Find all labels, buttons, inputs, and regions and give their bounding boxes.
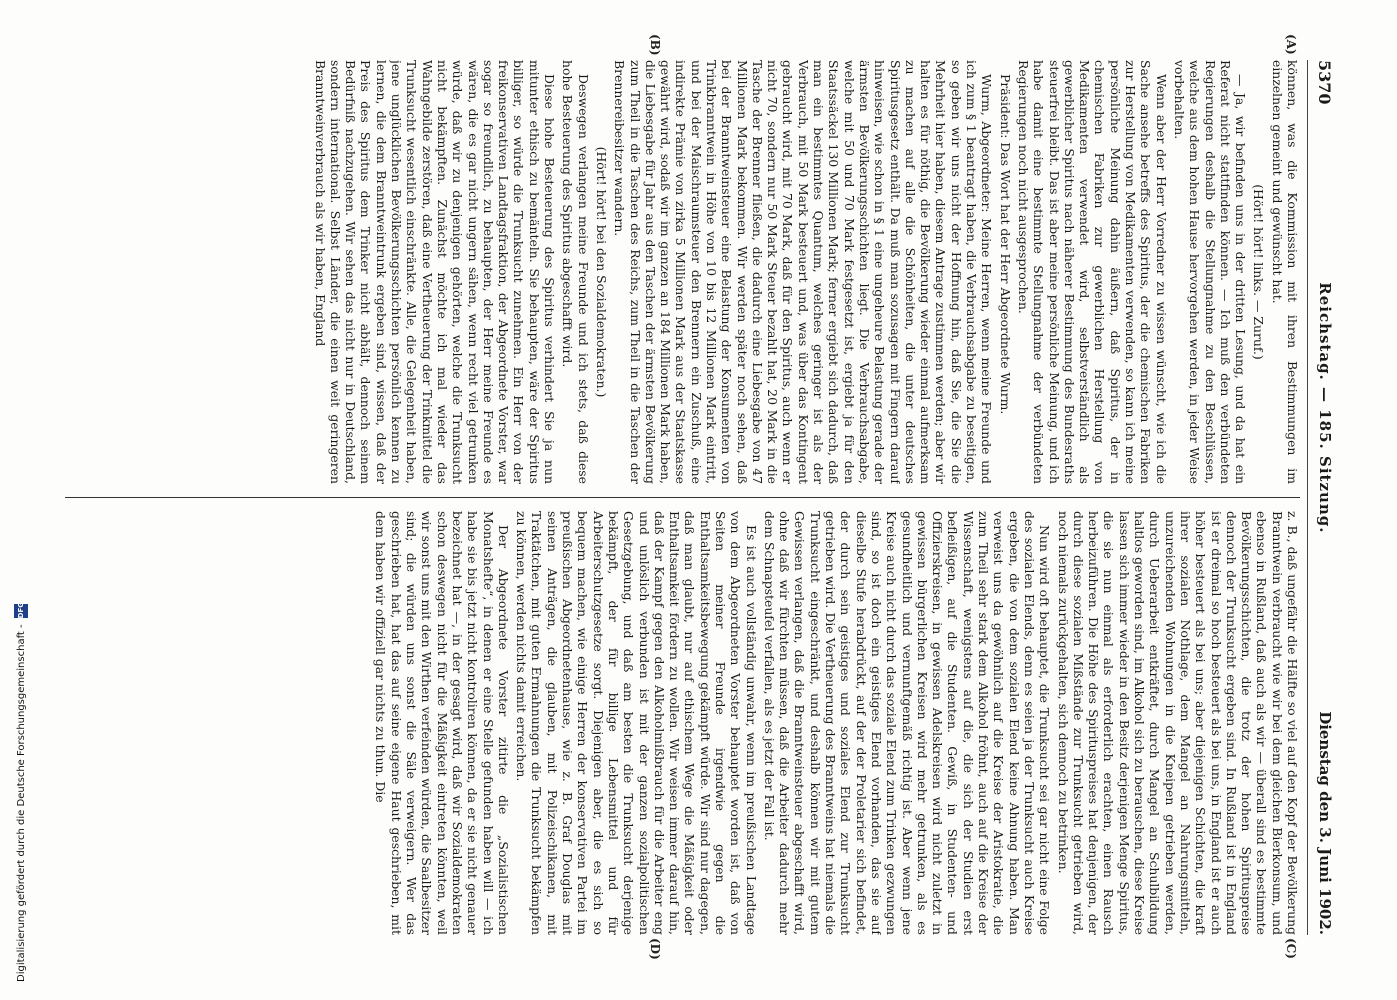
- margin-marker-a: (A): [1284, 34, 1298, 55]
- interjection: (Hört! hört! links. — Zuruf.): [1251, 184, 1267, 360]
- dfg-logo-icon: DFG: [14, 604, 28, 618]
- paragraph: Wenn aber der Herr Vorredner zu wissen wünscht, wie ich die Sache ansehe betreffs des Spiritus, der die chemischen Fabriken zur Herstellung von Medikamenten verwenden, so kann ich meine persönliche Meinung dahin äußern, daß Spiritus, der in chemischen Fabriken zur gewerblichen Herstellung von Medikamenten verwendet wird, selbstverständlich als gewerblicher Spiritus nach näherer Bestimmung des Bundesraths steuerfrei bleibt. Das ist aber meine persönliche Meinung, und ich habe damit eine bestimmte Stellungnahme der verbündeten Regierungen noch nicht ausgesprochen.: [1015, 60, 1169, 484]
- interjection: (Hört! hört! bei den Sozialdemokraten.): [593, 146, 609, 398]
- paragraph: Nun wird oft behauptet, die Trunksucht sei gar nicht eine Folge des sozialen Elends, denn es seien ja der Trunksucht auch Kreise ergeben, die von dem sozialen Elend keine Ahnung haben. Man verweist uns da gewöhnlich auf die Kreise der Aristokratie, die zum Theil sehr stark dem Alkohol fröhnt, auch auf die Kreise der Wissenschaft, wenigstens auf die, die sich der Studien erst befleißigen, auf die Studenten. Gewiß, in Studenten- und Offizierskreisen, in gewissen Adelskreisen wird nicht zuletzt in gewissen bürgerlichen Kreisen wird mehr getrunken, als es gesundheitlich und vernunftgemäß richtig ist. Aber wenn jene Kreise auch nicht durch das soziale Elend zum Trinken gezwungen sind, so ist doch ein geistiges Elend vorhanden, das sie auf dieselbe Stufe herabdrückt, auf der der Proletarier sich befindet, der durch sein geistiges und soziales Elend zur Trunksucht getrieben wird. Die Vertheuerung des Branntweins hat niemals die Trunksucht eingeschränkt, und deshalb können wir mit gutem Gewissen verlangen, daß die Branntweinsteuer abgeschafft wird, ohne daß wir fürchten müssen, daß die Arbeiter dadurch mehr dem Schnapsteufel verfallen, als es jetzt der Fall ist.: [761, 511, 1053, 935]
- page-header: [1307, 60, 1342, 935]
- paragraph: z. B., daß ungefähr die Hälfte so viel auf den Kopf der Bevölkerung Branntwein verbraucht wie wir bei dem gleichen Bierkonsum, und ebenso in Rußland, daß auch als wir — überall sind es bestimmte Bevölkerungsschichten, die trotz der hohen Spirituspreise dennoch der Trunksucht ergeben sind. In Rußland ist in England ist er dreimal so hoch besteuert als bei uns, in England ist er auch höher besteuert als bei uns; aber diejenigen Schichten, die kraft ihrer sozialen Nothlage, dem Mangel an Nahrungsmitteln, unzureichenden Wohnungen in die Kneipen getrieben werden, durch Ueberarbeit entkräftet, durch Mangel an Schulbildung haltlos geworden sind, im Alkohol sich zu berauschen, diese Kreise lassen sich immer wieder in den Besitz derjenigen Menge Spiritus, die sie nun einmal als erforderlich erachten, einen Rausch herbeizuführen. Die Höhe des Spirituspreises hat denjenigen, der durch diese sozialen Mißstände zur Trunksucht getrieben wird, noch niemals zurückgehalten, sich dennoch zu betrinken.: [1055, 511, 1300, 935]
- paragraph: Deswegen verlangen meine Freunde und ich stets, daß diese hohe Besteuerung des Spiritus abgeschafft wird.: [560, 60, 591, 484]
- margin-marker-c: (C): [1284, 938, 1298, 959]
- digitization-credit: [14, 604, 28, 982]
- paragraph: — Ja, wir befinden uns in der dritten Lesung, und da hat ein Referat nicht stattfinden können. — Ich muß den verbündeten Regierungen deshalb die Stellungnahme zu den Beschlüssen, welche aus dem hohen Hause hervorgehen werden, in jeder Weise vorbehalten.: [1171, 60, 1249, 484]
- page-title: Reichstag. — 185. Sitzung.: [1316, 282, 1334, 534]
- paragraph: Der Abgeordnete Vorster zitirte die „Sozialistischen Monatshefte“, in denen er eine Stelle gefunden haben will — ich habe sie bis jetzt nicht kontroliren können, da er sie nicht genauer bezeichnet hat —, in der gesagt wird, daß wir Sozialdemokraten schon deswegen nicht für die Mäßigkeit eintreten könnten, weil wir sonst uns mit den Wirthen verfeinden würden, die Saalbesitzer sind; die würden uns sonst die Säle verweigern. Wer das geschrieben hat, hat das auf seine eigene Haut geschrieben, mit dem haben wir offiziell gar nichts zu thun. Die: [373, 511, 511, 935]
- paragraph: Diese hohe Besteuerung des Spiritus verhindert Sie ja nun mitunter ethisch zu bemänteln. Sie behaupten, wäre der Spiritus billiger, so würde die Trunksucht zunehmen. Ein Herr von der freikonservativen Landtagsfraktion, der Abgeordnete Vorster, war sogar so freundlich, zu behaupten, der Herr meine Freunde es wären, die es gar nicht ungern sähen, wenn recht viel getrunken würde, daß wir zu denjenigen gehörten, welche die Trunksucht nicht bekämpften. Zunächst möchte ich mal wieder das Wahngebilde zerstören, daß eine Vertheuerung der Trinkmittel die Trunksucht wesentlich einschränkte. Alle, die Gelegenheit haben, jene unglücklichen Bevölkerungsschichten persönlich kennen zu lernen, die dem Branntweintrunk ergeben sind, wissen, daß der Preis des Spiritus dem Trinker nicht abhält, dennoch seinem Bedürfniß nachzugehen. Wir sehen das nicht nur in Deutschland, sondern international. Selbst Länder, die einen weit geringeren Branntweinverbrauch als wir haben, England: [312, 60, 558, 484]
- margin-marker-b: (B): [648, 34, 662, 56]
- column-divider: [65, 497, 1300, 498]
- paragraph: können, was die Kommission mit ihren Bestimmungen im einzelnen gemeint und gewünscht hat.: [1269, 60, 1300, 484]
- paragraph: Es ist auch vollständig unwahr, wenn im preußischen Landtage von dem Abgeordneten Vorster behauptet worden ist, daß von Seiten meiner Freunde irgendwie gegen die Enthaltsamkeitsbewegung gekämpft würde. Wir sind nur dagegen, daß man glaubt, nur auf ethischem Wege die Mäßigkeit oder Enthaltsamkeit fördern zu wollen. Wir weisen immer darauf hin, daß der Kampf gegen den Alkoholmißbrauch für die Arbeiter eng und unlöslich verbunden ist mit der ganzen sozialpolitischen Gesetzgebung, und daß am besten die Trunksucht derjenige bekämpft, der für billige Lebensmittel und für Arbeiterschutzgesetze sorgt. Diejenigen aber, die es sich so bequem machen, wie einige Herren der konservativen Partei im preußischen Abgeordnetenhause, wie z. B. Graf Douglas mit seinen Anträgen, die glauben, mit Polizeischikanen, mit Traktätchen, mit guten Ermahnungen die Trunksucht bekämpfen zu können, werden nichts damit erreichen.: [514, 511, 759, 935]
- right-column: [65, 511, 1300, 935]
- left-column: [65, 60, 1300, 484]
- speaker-paragraph: Präsident: Das Wort hat der Herr Abgeordnete Wurm.: [997, 74, 1013, 415]
- speaker-paragraph: Wurm, Abgeordneter: Meine Herren, wenn meine Freunde und ich zum § 1 beantragt haben, die Verbrauchsabgabe zu beseitigen, so geben wir uns nicht der Hoffnung hin, daß Sie, die Sie die Mehrheit hier haben, diesem Antrage zustimmen werden; aber wir halten es für nöthig, die Bevölkerung wieder einmal aufmerksam zu machen auf alle die Schönheiten, die unter deutsches Spiritusgesetz enthält. Da muß man sozusagen mit Fingern darauf hinweisen, wie schon in § 1 eine ungeheure Belastung gerade der ärmsten Bevölkerungsschichten liegt. Die Verbrauchsabgabe, welche mit 50 und 70 Mark festgesetzt ist, ergiebt ja für den Staatssäckel 130 Millionen Mark; ferner ergiebt sich dadurch, daß man ein bestimmtes Quantum, welches geringer ist als der Verbrauch, mit 50 Mark besteuert und, was über das Kontingent gebraucht wird, mit 70 Mark, daß für den Spiritus, auch wenn er nicht 70, sondern nur 50 Mark Steuer bezahlt hat, 20 Mark in die Tasche der Brenner fließen, die dadurch eine Liebesgabe von 47 Millionen Mark bekommen. Wir werden später noch sehen, daß bei der Branntweinsteuer eine Belastung der Konsumenten von Trinkbranntwein in Höhe von 10 bis 12 Millionen Mark eintritt, und bei der Maischraumsteuer den Brennern ein Zuschuß, eine indirekte Prämie von zirka 5 Millionen Mark aus der Staatskasse gewährt wird, sodaß wir im ganzen an 184 Millionen Mark haben, die Liebesgabe für Jahr aus den Taschen der ärmsten Bevölkerung zum Theil in die Taschen des Reichs, zum Theil in die Taschen der Brennereibesitzer wandern.: [612, 60, 995, 484]
- page-date: Dienstag den 3. Juni 1902.: [1316, 711, 1334, 935]
- margin-marker-d: (D): [648, 938, 662, 960]
- credit-text: Digitalisierung gefördert durch die Deutsche Forschungsgemeinschaft -: [15, 624, 27, 982]
- page-number: 5370: [1315, 60, 1335, 105]
- rotated-page-content: [42, 34, 1342, 960]
